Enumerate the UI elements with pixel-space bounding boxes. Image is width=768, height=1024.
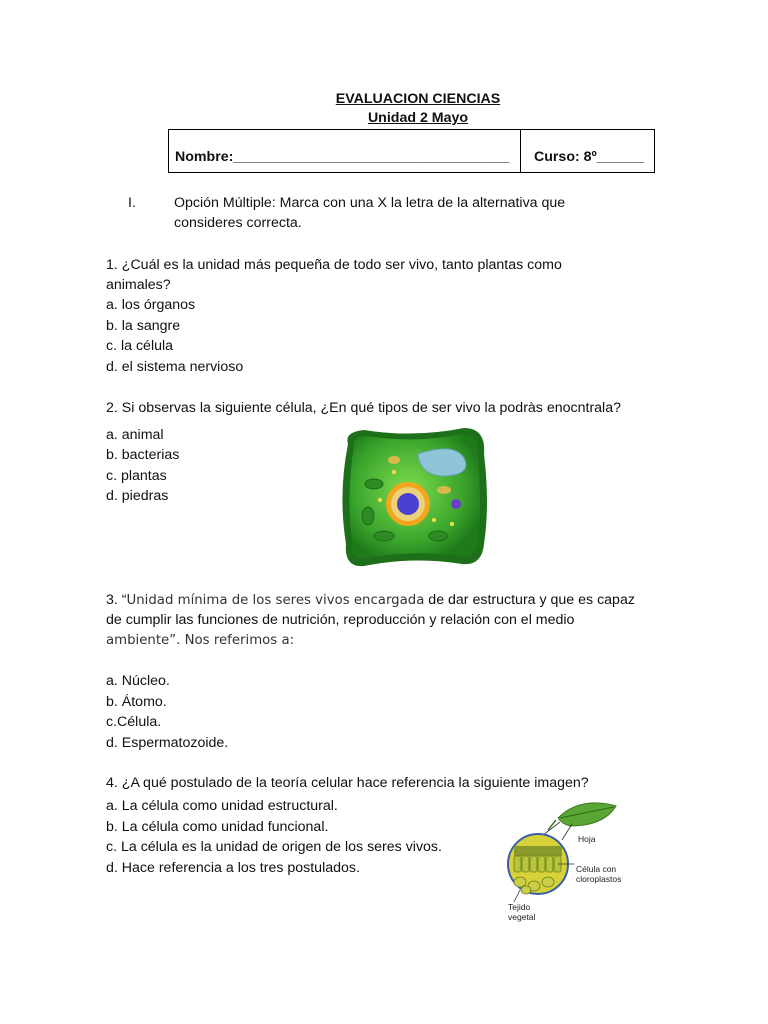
q3-line1-prefix: 3. “ xyxy=(106,592,127,608)
q1-line1: 1. ¿Cuál es la unidad más pequeña de todo ser vivo, tanto plantas como xyxy=(106,257,562,273)
document-subtitle: Unidad 2 Mayo xyxy=(367,110,469,126)
q4-option-a[interactable]: a. La célula como unidad estructural. xyxy=(106,798,338,814)
q3-line1-quote: Unidad mínima de los seres vivos encargada xyxy=(126,593,425,608)
q3-option-d[interactable]: d. Espermatozoide. xyxy=(106,735,229,751)
q3-line2: de cumplir las funciones de nutrición, reproducción y relación con el medio xyxy=(106,612,575,628)
q2-option-c[interactable]: c. plantas xyxy=(106,468,167,484)
q3-line3-quote: ambiente xyxy=(106,633,170,648)
table-divider xyxy=(520,130,521,172)
section-instruction-line1: Opción Múltiple: Marca con una X la letra de la alternativa que xyxy=(174,195,566,211)
q1-option-c[interactable]: c. la célula xyxy=(106,338,174,354)
section-instruction-line2: consideres correcta. xyxy=(174,215,302,231)
q2-option-d[interactable]: d. piedras xyxy=(106,488,169,504)
label-celula-line1: Célula con xyxy=(576,864,617,874)
q2-question: 2. Si observas la siguiente célula, ¿En qué tipos de ser vivo la podràs enocntrala? xyxy=(106,400,621,416)
q1-option-a[interactable]: a. los órganos xyxy=(106,297,196,313)
q2-option-a[interactable]: a. animal xyxy=(106,427,164,443)
q4-option-b[interactable]: b. La célula como unidad funcional. xyxy=(106,819,329,835)
leaf-tissue-illustration xyxy=(500,798,630,926)
nombre-field[interactable]: Nombre:___________________________________ xyxy=(175,149,510,165)
curso-field[interactable]: Curso: 8º______ xyxy=(534,149,645,165)
q4-option-c[interactable]: c. La célula es la unidad de origen de los seres vivos. xyxy=(106,839,442,855)
q1-option-b[interactable]: b. la sangre xyxy=(106,318,181,334)
q3-line3 xyxy=(106,630,294,652)
label-celula-line2: cloroplastos xyxy=(576,874,622,884)
label-hoja: Hoja xyxy=(578,834,596,844)
label-tejido-line1: Tejido xyxy=(508,902,531,912)
q1-line2: animales? xyxy=(106,277,171,293)
section-numeral: I. xyxy=(128,195,136,211)
q3-line1 xyxy=(106,590,635,612)
q3-line1-rest: de dar estructura y que es capaz xyxy=(424,592,635,608)
student-info-table xyxy=(168,129,655,173)
q4-question: 4. ¿A qué postulado de la teoría celular hace referencia la siguiente imagen? xyxy=(106,775,589,791)
plant-cell-illustration xyxy=(334,424,494,570)
q4-option-d[interactable]: d. Hace referencia a los tres postulados. xyxy=(106,860,360,876)
document-title: EVALUACION CIENCIAS xyxy=(335,91,501,107)
q2-option-b[interactable]: b. bacterias xyxy=(106,447,180,463)
q3-option-b[interactable]: b. Átomo. xyxy=(106,694,167,710)
q3-option-a[interactable]: a. Núcleo. xyxy=(106,673,170,689)
q1-option-d[interactable]: d. el sistema nervioso xyxy=(106,359,244,375)
label-tejido-line2: vegetal xyxy=(508,912,536,922)
q3-line3-rest: ”. Nos referimos a: xyxy=(169,633,295,648)
q3-option-c[interactable]: c.Célula. xyxy=(106,714,162,730)
